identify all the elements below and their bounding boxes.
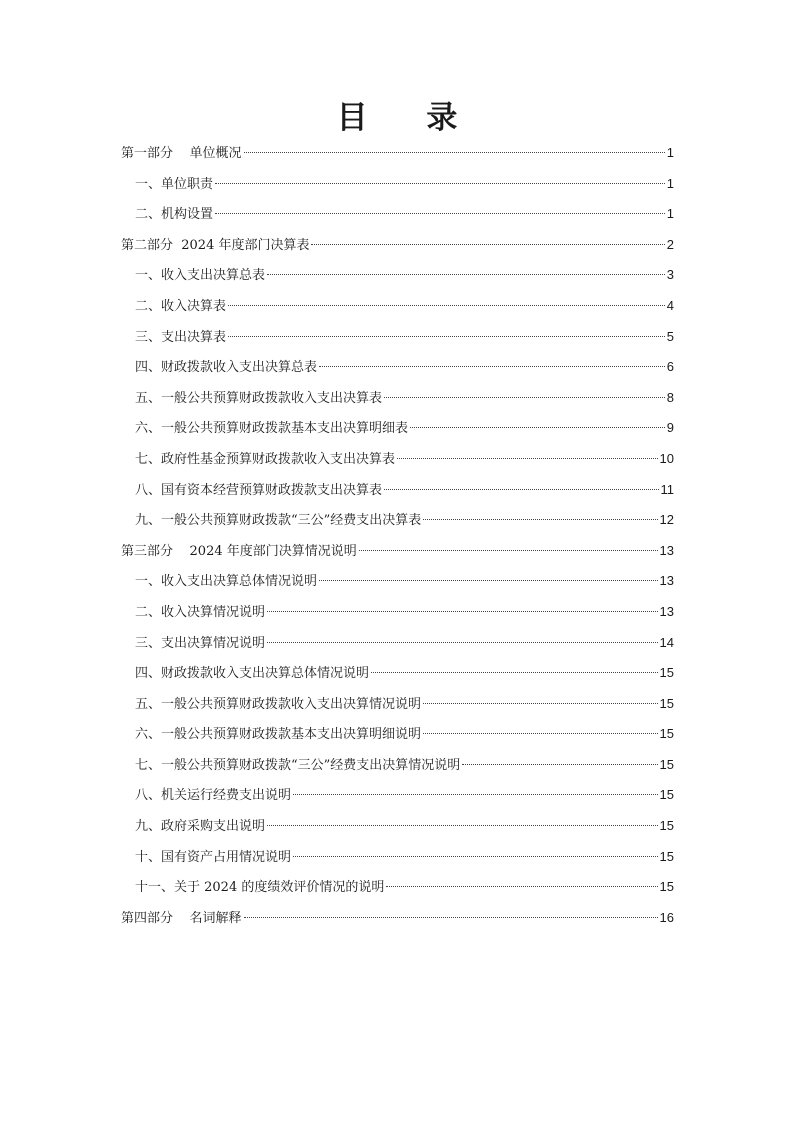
toc-page-number: 10 [659, 450, 674, 466]
toc-dot-leader [244, 917, 658, 918]
toc-page-number: 16 [659, 909, 674, 925]
toc-page-number: 14 [659, 634, 674, 650]
toc-dot-leader [319, 580, 658, 581]
toc-dot-leader [359, 550, 658, 551]
toc-page-number: 13 [659, 603, 674, 619]
toc-page-number: 15 [659, 665, 674, 681]
toc-entry-title: 一、收入支出决算总体情况说明 [135, 574, 318, 590]
toc-dot-leader [244, 152, 665, 153]
toc-subsection-entry[interactable] [121, 842, 674, 873]
toc-page-number: 15 [659, 726, 674, 742]
toc-page-number: 1 [666, 206, 674, 222]
toc-subsection-entry[interactable] [121, 169, 674, 200]
toc-section-entry[interactable] [121, 536, 674, 567]
toc-subsection-entry[interactable] [121, 658, 674, 689]
toc-section-entry[interactable] [121, 230, 674, 261]
toc-page-number: 15 [659, 879, 674, 895]
toc-subsection-entry[interactable] [121, 199, 674, 230]
toc-dot-leader [228, 336, 665, 337]
toc-entry-title: 第二部分 2024 年度部门决算表 [121, 237, 310, 253]
toc-entry-title: 二、收入决算情况说明 [135, 604, 266, 620]
toc-page-number: 12 [659, 512, 674, 528]
toc-subsection-entry[interactable] [121, 597, 674, 628]
toc-section-entry[interactable] [121, 138, 674, 169]
toc-entry-title: 三、支出决算表 [135, 329, 227, 345]
toc-subsection-entry[interactable] [121, 413, 674, 444]
toc-subsection-entry[interactable] [121, 475, 674, 506]
toc-subsection-entry[interactable] [121, 780, 674, 811]
toc-entry-title: 六、一般公共预算财政拨款基本支出决算明细表 [135, 421, 409, 437]
toc-dot-leader [215, 213, 665, 214]
toc-dot-leader [423, 703, 658, 704]
toc-entry-title: 第一部分 单位概况 [121, 146, 242, 161]
toc-entry-title: 四、财政拨款收入支出决算总体情况说明 [135, 666, 370, 682]
toc-page-number: 15 [659, 695, 674, 711]
toc-subsection-entry[interactable] [121, 260, 674, 291]
toc-dot-leader [384, 489, 658, 490]
toc-page-number: 9 [666, 420, 674, 436]
toc-dot-leader [384, 397, 665, 398]
toc-dot-leader [267, 611, 658, 612]
toc-dot-leader [267, 825, 658, 826]
toc-dot-leader [293, 856, 658, 857]
toc-dot-leader [423, 519, 657, 520]
toc-page-number: 8 [666, 389, 674, 405]
toc-subsection-entry[interactable] [121, 750, 674, 781]
toc-entry-title: 八、机关运行经费支出说明 [135, 788, 292, 804]
toc-entry-title: 第四部分 名词解释 [121, 910, 242, 926]
toc-dot-leader [371, 672, 658, 673]
toc-entry-title: 九、政府采购支出说明 [135, 819, 266, 835]
toc-page-number: 6 [666, 359, 674, 375]
toc-page-number: 3 [666, 267, 674, 283]
toc-subsection-entry[interactable] [121, 383, 674, 414]
toc-page-number: 2 [666, 236, 674, 252]
toc-page-number: 11 [660, 481, 674, 497]
toc-entry-title: 一、单位职责 [135, 176, 214, 192]
toc-subsection-entry[interactable] [121, 444, 674, 475]
toc-entry-title: 一、收入支出决算总表 [135, 268, 266, 284]
toc-page-number: 1 [666, 145, 674, 160]
toc-page-number: 5 [666, 328, 674, 344]
toc-entry-title: 四、财政拨款收入支出决算总表 [135, 360, 318, 376]
toc-subsection-entry[interactable] [121, 352, 674, 383]
toc-entry-title: 十、国有资产占用情况说明 [135, 849, 292, 865]
toc-page-number: 15 [659, 756, 674, 772]
toc-subsection-entry[interactable] [121, 505, 674, 536]
toc-dot-leader [462, 764, 657, 765]
toc-entry-title: 第三部分 2024 年度部门决算情况说明 [121, 543, 357, 559]
toc-entry-title: 十一、关于 2024 的度绩效评价情况的说明 [135, 880, 385, 896]
table-of-contents [121, 138, 674, 933]
toc-entry-title: 八、国有资本经营预算财政拨款支出决算表 [135, 482, 383, 498]
toc-page-number: 1 [666, 175, 674, 191]
toc-subsection-entry[interactable] [121, 689, 674, 720]
toc-entry-title: 三、支出决算情况说明 [135, 635, 266, 651]
page-title: 目 录 [336, 100, 482, 136]
toc-dot-leader [410, 427, 665, 428]
toc-entry-title: 二、机构设置 [135, 207, 214, 223]
toc-page-number: 13 [659, 542, 674, 558]
toc-page-number: 15 [659, 818, 674, 834]
toc-dot-leader [423, 733, 658, 734]
toc-subsection-entry[interactable] [121, 291, 674, 322]
toc-dot-leader [293, 794, 658, 795]
toc-page-number: 4 [666, 297, 674, 313]
toc-dot-leader [267, 642, 658, 643]
toc-dot-leader [386, 886, 657, 887]
toc-subsection-entry[interactable] [121, 566, 674, 597]
toc-entry-title: 七、一般公共预算财政拨款“三公”经费支出决算情况说明 [135, 757, 461, 773]
toc-section-entry[interactable] [121, 903, 674, 934]
toc-dot-leader [215, 183, 665, 184]
toc-page-number: 15 [659, 787, 674, 803]
toc-dot-leader [267, 274, 665, 275]
toc-dot-leader [397, 458, 658, 459]
toc-entry-title: 六、一般公共预算财政拨款基本支出决算明细说明 [135, 727, 422, 743]
toc-entry-title: 五、一般公共预算财政拨款收入支出决算表 [135, 390, 383, 406]
toc-entry-title: 九、一般公共预算财政拨款“三公”经费支出决算表 [135, 513, 422, 529]
toc-entry-title: 二、收入决算表 [135, 298, 227, 314]
toc-subsection-entry[interactable] [121, 628, 674, 659]
toc-subsection-entry[interactable] [121, 322, 674, 353]
toc-entry-title: 七、政府性基金预算财政拨款收入支出决算表 [135, 451, 396, 467]
toc-dot-leader [311, 244, 664, 245]
toc-dot-leader [228, 305, 665, 306]
toc-page-number: 15 [659, 848, 674, 864]
toc-dot-leader [319, 366, 665, 367]
toc-subsection-entry[interactable] [121, 811, 674, 842]
toc-page-number: 13 [659, 573, 674, 589]
toc-entry-title: 五、一般公共预算财政拨款收入支出决算情况说明 [135, 696, 422, 712]
toc-subsection-entry[interactable] [121, 719, 674, 750]
toc-subsection-entry[interactable] [121, 872, 674, 903]
